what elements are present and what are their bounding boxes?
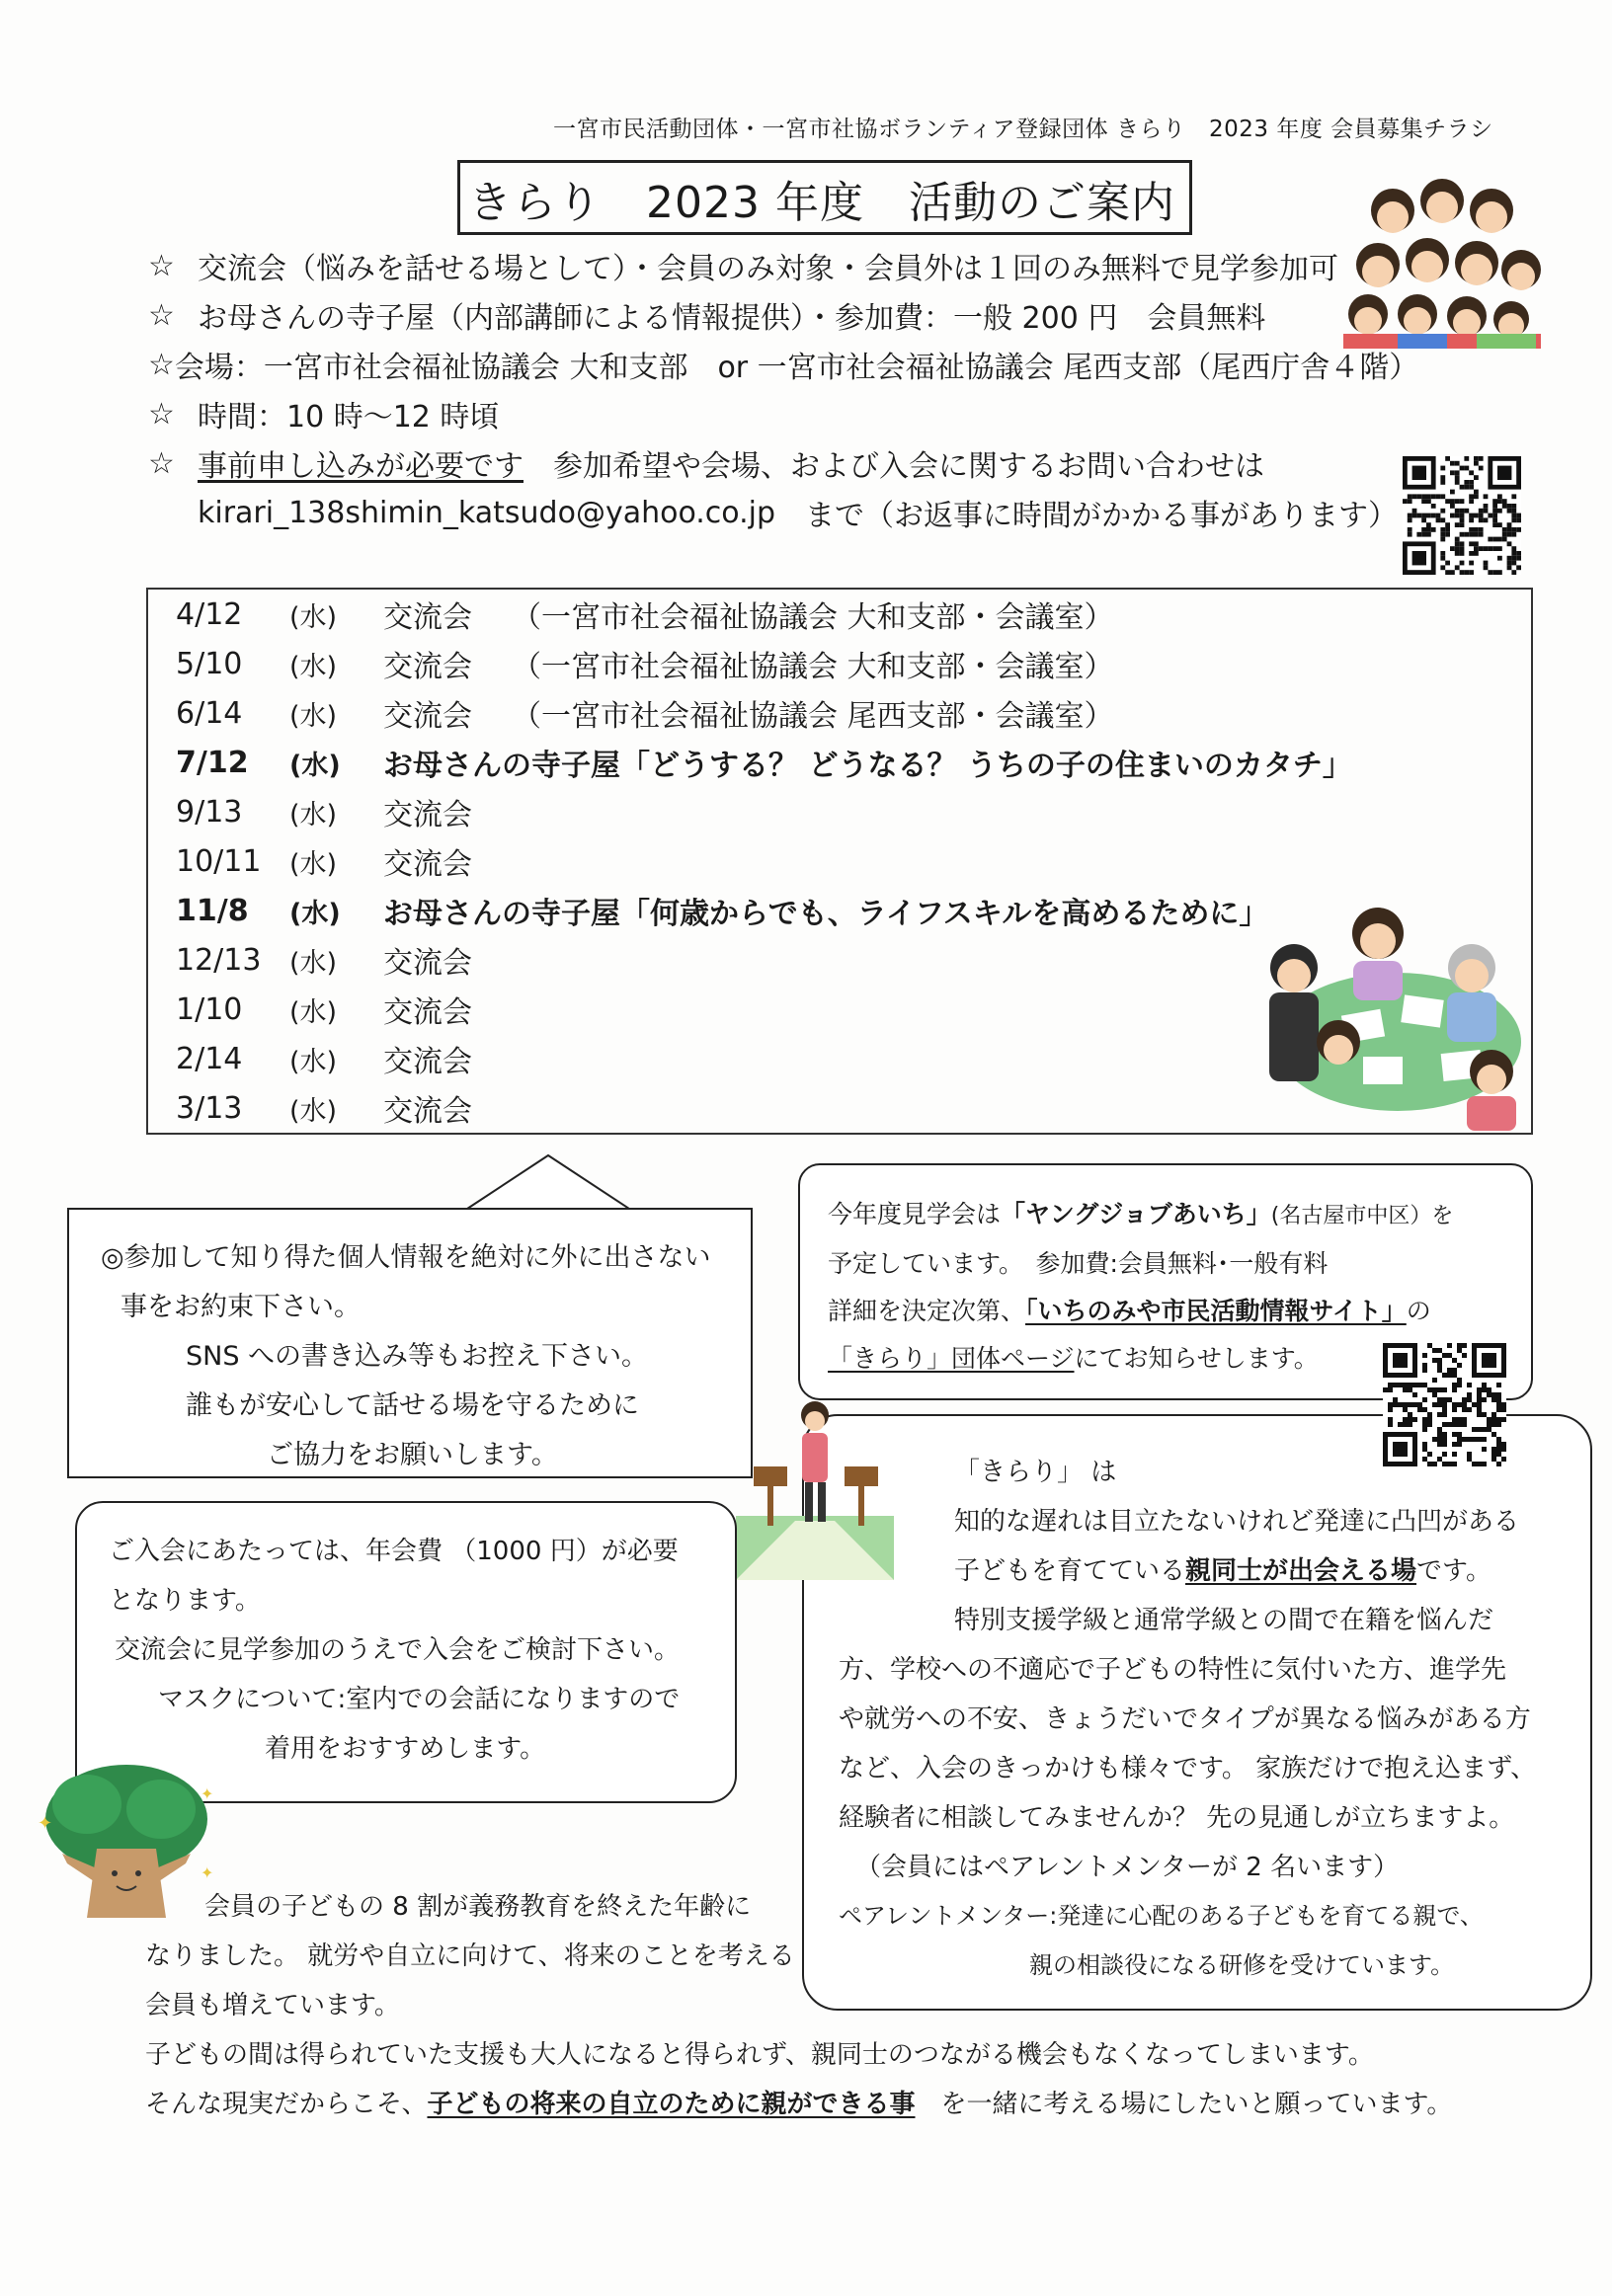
schedule-row [176, 590, 1114, 639]
schedule-location: （一宮市社会福祉協議会 大和支部・会議室） [512, 600, 1114, 635]
schedule-row [176, 688, 1114, 738]
contact-line: kirari_138shimin_katsudo@yahoo.co.jp まで（お返事に時間がかかる事があります） [198, 495, 1399, 533]
schedule-row [176, 935, 472, 985]
schedule-row [176, 1034, 472, 1083]
schedule-row [176, 985, 472, 1034]
star-icon: ☆ [148, 248, 175, 283]
schedule-weekday: (水) [289, 651, 338, 682]
schedule-date: 1/10 [176, 991, 243, 1027]
schedule-weekday: (水) [289, 601, 338, 633]
membership-notice: ご入会にあたっては、年会費 （1000 円）が必要 となります。 交流会に見学参加のうえで入会をご検討下さい。 マスクについて:室内での会話になりますので 着用をおすすめします。 [75, 1501, 737, 1803]
schedule-location: （一宮市社会福祉協議会 尾西支部・会議室） [512, 699, 1114, 734]
schedule-weekday: (水) [289, 898, 341, 929]
schedule-date: 6/14 [176, 695, 243, 731]
schedule-row [176, 738, 1352, 787]
registration-required: 事前申し込みが必要です [198, 449, 524, 484]
info-list [148, 241, 1419, 537]
about-kirari: 「きらり」 は 知的な遅れは目立たないけれど発達に凸凹がある 子どもを育てている親同士が出会える場です。 特別支援学級と通常学級との間で在籍を悩んだ 方、学校への不適応で子どもの特性に気付いた方、進学先 や就労への不安、きょうだいでタイプが異なる悩みがある方 など、入会のきっかけも様々です。 家族だけで抱え込まず、 経験者に相談してみませんか？ 先の見通しが立ちますよ。 （会員にはペアレントメンターが 2 名います） ペアレントメンター:発達に心配のある子どもを育てる親で、 親の相談役になる研修を受けています。 [802, 1414, 1592, 2011]
info-item-venue: ☆ 会場：一宮市社会福祉協議会 大和支部 or 一宮市社会福祉協議会 尾西支部（尾西庁舎４階） [148, 347, 1419, 385]
info-item-registration: ☆ 事前申し込みが必要です 参加希望や会場、および入会に関するお問い合わせは [148, 438, 1412, 488]
schedule-date: 3/13 [176, 1090, 243, 1126]
info-item-exchange: ☆ 交流会（悩みを話せる場として）・会員のみ対象・会員外は１回のみ無料で見学参加可 [148, 248, 1338, 286]
contact-email[interactable]: kirari_138shimin_katsudo@yahoo.co.jp [198, 495, 776, 530]
svg-text:✦: ✦ [201, 1784, 214, 1803]
schedule-event: 交流会 [383, 995, 472, 1030]
schedule-weekday: (水) [289, 799, 338, 831]
qr-code[interactable] [1403, 456, 1521, 575]
meeting-illustration [1254, 894, 1521, 1131]
page-title: きらり 2023 年度 活動のご案内 [457, 160, 1192, 235]
schedule-weekday: (水) [289, 996, 338, 1028]
schedule-event: 交流会 [383, 946, 472, 981]
crossroads-illustration [736, 1397, 894, 1580]
star-icon: ☆ [148, 297, 175, 333]
schedule-date: 5/10 [176, 646, 243, 681]
star-icon: ☆ [148, 396, 175, 432]
schedule-date: 4/12 [176, 596, 243, 632]
privacy-notice: ◎参加して知り得た個人情報を絶対に外に出さない 事をお約束下さい。 SNS への書き込み等もお控え下さい。 誰もが安心して話せる場を守るために ご協力をお願いします。 [67, 1208, 753, 1478]
schedule-event: 交流会 [383, 847, 472, 882]
schedule-event: お母さんの寺子屋「何歳からでも、ライフスキルを高めるために」 [383, 897, 1269, 931]
schedule-event: 交流会 [383, 699, 472, 734]
header-line: 一宮市民活動団体・一宮市社協ボランティア登録団体 きらり 2023 年度 会員募集チラシ [553, 117, 1493, 142]
schedule-weekday: (水) [289, 947, 338, 979]
schedule-weekday: (水) [289, 700, 338, 732]
schedule-weekday: (水) [289, 750, 341, 781]
schedule-row [176, 886, 1268, 935]
schedule-row [176, 836, 472, 886]
schedule-row [176, 787, 472, 836]
schedule-event: 交流会 [383, 1094, 472, 1129]
schedule-date: 7/12 [176, 745, 249, 780]
schedule-row [176, 1083, 472, 1133]
schedule-event: お母さんの寺子屋「どうする？ どうなる？ うちの子の住まいのカタチ」 [383, 749, 1352, 783]
svg-text:✦: ✦ [38, 1813, 53, 1834]
schedule-date: 10/11 [176, 843, 262, 879]
schedule-weekday: (水) [289, 848, 338, 880]
info-item-time: ☆ 時間：10 時～12 時頃 [148, 396, 500, 435]
star-icon: ☆ [148, 347, 175, 382]
schedule-event: 交流会 [383, 650, 472, 684]
tree-character-illustration [28, 1760, 225, 1923]
schedule-event: 交流会 [383, 600, 472, 635]
visit-notice: 今年度見学会は「ヤングジョブあいち」(名古屋市中区）を 予定しています。 参加費:会員無料･一般有料 詳細を決定次第、「いちのみや市民活動情報サイト」の 「きらり」団体ページにてお知らせします。 [798, 1163, 1533, 1400]
schedule-weekday: (水) [289, 1046, 338, 1077]
info-item-terakoya: ☆ お母さんの寺子屋（内部講師による情報提供）・参加費：一般 200 円 会員無料 [148, 297, 1266, 336]
star-icon: ☆ [148, 445, 175, 481]
schedule-date: 12/13 [176, 942, 262, 978]
schedule-location: （一宮市社会福祉協議会 大和支部・会議室） [512, 650, 1114, 684]
schedule-row [176, 639, 1114, 688]
kirari-group-page-link[interactable]: 「きらり」団体ページ [828, 1344, 1075, 1373]
civic-info-site-link[interactable]: 「いちのみや市民活動情報サイト」 [1025, 1297, 1407, 1325]
schedule-event: 交流会 [383, 1045, 472, 1079]
schedule-event: 交流会 [383, 798, 472, 832]
schedule-date: 2/14 [176, 1041, 243, 1076]
qr-code[interactable] [1383, 1343, 1506, 1466]
svg-text:✦: ✦ [201, 1863, 214, 1882]
schedule-date: 9/13 [176, 794, 243, 830]
schedule-weekday: (水) [289, 1095, 338, 1127]
schedule-date: 11/8 [176, 893, 249, 928]
speech-pointer [464, 1153, 751, 1213]
